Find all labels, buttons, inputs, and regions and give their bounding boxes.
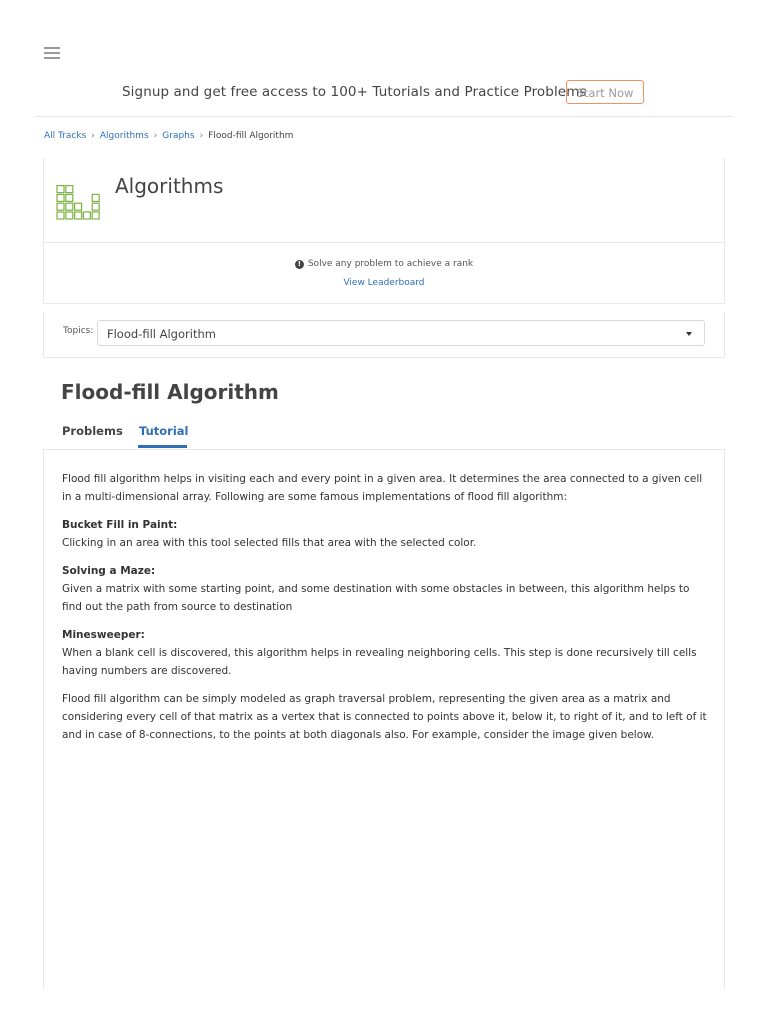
- signup-banner: [36, 78, 732, 117]
- breadcrumb-graphs[interactable]: Graphs: [162, 131, 195, 141]
- topics-dropdown[interactable]: [97, 320, 705, 346]
- rank-message-text: Solve any problem to achieve a rank: [307, 259, 474, 269]
- topics-selected-value: Flood-fill Algorithm: [107, 327, 216, 341]
- hamburger-menu-icon[interactable]: [44, 47, 60, 61]
- rank-message: [44, 259, 724, 269]
- section-body: When a blank cell is discovered, this algorithm helps in revealing neighboring cells. This step is done recursively till cells having numbers are discovered.: [62, 647, 697, 677]
- section-minesweeper: [62, 626, 712, 680]
- breadcrumb-separator: ›: [199, 131, 204, 141]
- intro-paragraph: Flood fill algorithm helps in visiting each and every point in a given area. It determines the area connected to a given cell in a multi-dimensional array. Following are some famous implementations of flood fill algorithm:: [62, 473, 703, 503]
- start-now-button[interactable]: Start Now: [566, 80, 644, 104]
- section-solving-maze: [62, 562, 712, 616]
- breadcrumb-current: Flood-fill Algorithm: [208, 131, 294, 141]
- section-heading: Bucket Fill in Paint:: [62, 519, 178, 531]
- breadcrumb: [44, 131, 293, 141]
- breadcrumb-separator: ›: [91, 131, 95, 141]
- topics-label: Topics:: [63, 326, 94, 336]
- tutorial-content-card: [43, 449, 725, 989]
- breadcrumb-separator: ›: [153, 131, 158, 141]
- section-heading: Solving a Maze:: [62, 565, 156, 577]
- section-body: Clicking in an area with this tool selected fills that area with the selected color.: [62, 537, 477, 549]
- section-bucket-fill: [62, 516, 712, 552]
- caret-down-icon: [686, 332, 692, 336]
- rank-area: [44, 243, 724, 288]
- view-leaderboard-link[interactable]: View Leaderboard: [343, 278, 425, 288]
- info-icon: !: [295, 260, 304, 269]
- tab-problems[interactable]: Problems: [62, 424, 123, 438]
- signup-text: Signup and get free access to 100+ Tutorials and Practice Problems: [122, 84, 587, 100]
- algorithms-bars-icon: [56, 178, 100, 220]
- track-header: [44, 158, 724, 243]
- tutorial-content: [62, 470, 712, 754]
- section-heading: Minesweeper:: [62, 629, 145, 641]
- breadcrumb-all-tracks[interactable]: All Tracks: [44, 131, 87, 141]
- topics-card: [43, 312, 725, 358]
- closing-paragraph: Flood fill algorithm can be simply modeled as graph traversal problem, representing the given area as a matrix and considering every cell of that matrix as a vertex that is connected to points above it, below it, to right of it, and to left of it and in case of 8-connections, to the points at both diagonals also. For example, consider the image given below.: [62, 693, 707, 741]
- active-tab-indicator: [138, 445, 187, 448]
- breadcrumb-algorithms[interactable]: Algorithms: [99, 131, 149, 141]
- track-title: Algorithms: [115, 174, 224, 198]
- tab-tutorial[interactable]: Tutorial: [139, 424, 189, 438]
- section-body: Given a matrix with some starting point, and some destination with some obstacles in between, this algorithm helps to find out the path from source to destination: [62, 583, 690, 613]
- page-title: Flood-fill Algorithm: [61, 380, 279, 404]
- track-card: [43, 158, 725, 304]
